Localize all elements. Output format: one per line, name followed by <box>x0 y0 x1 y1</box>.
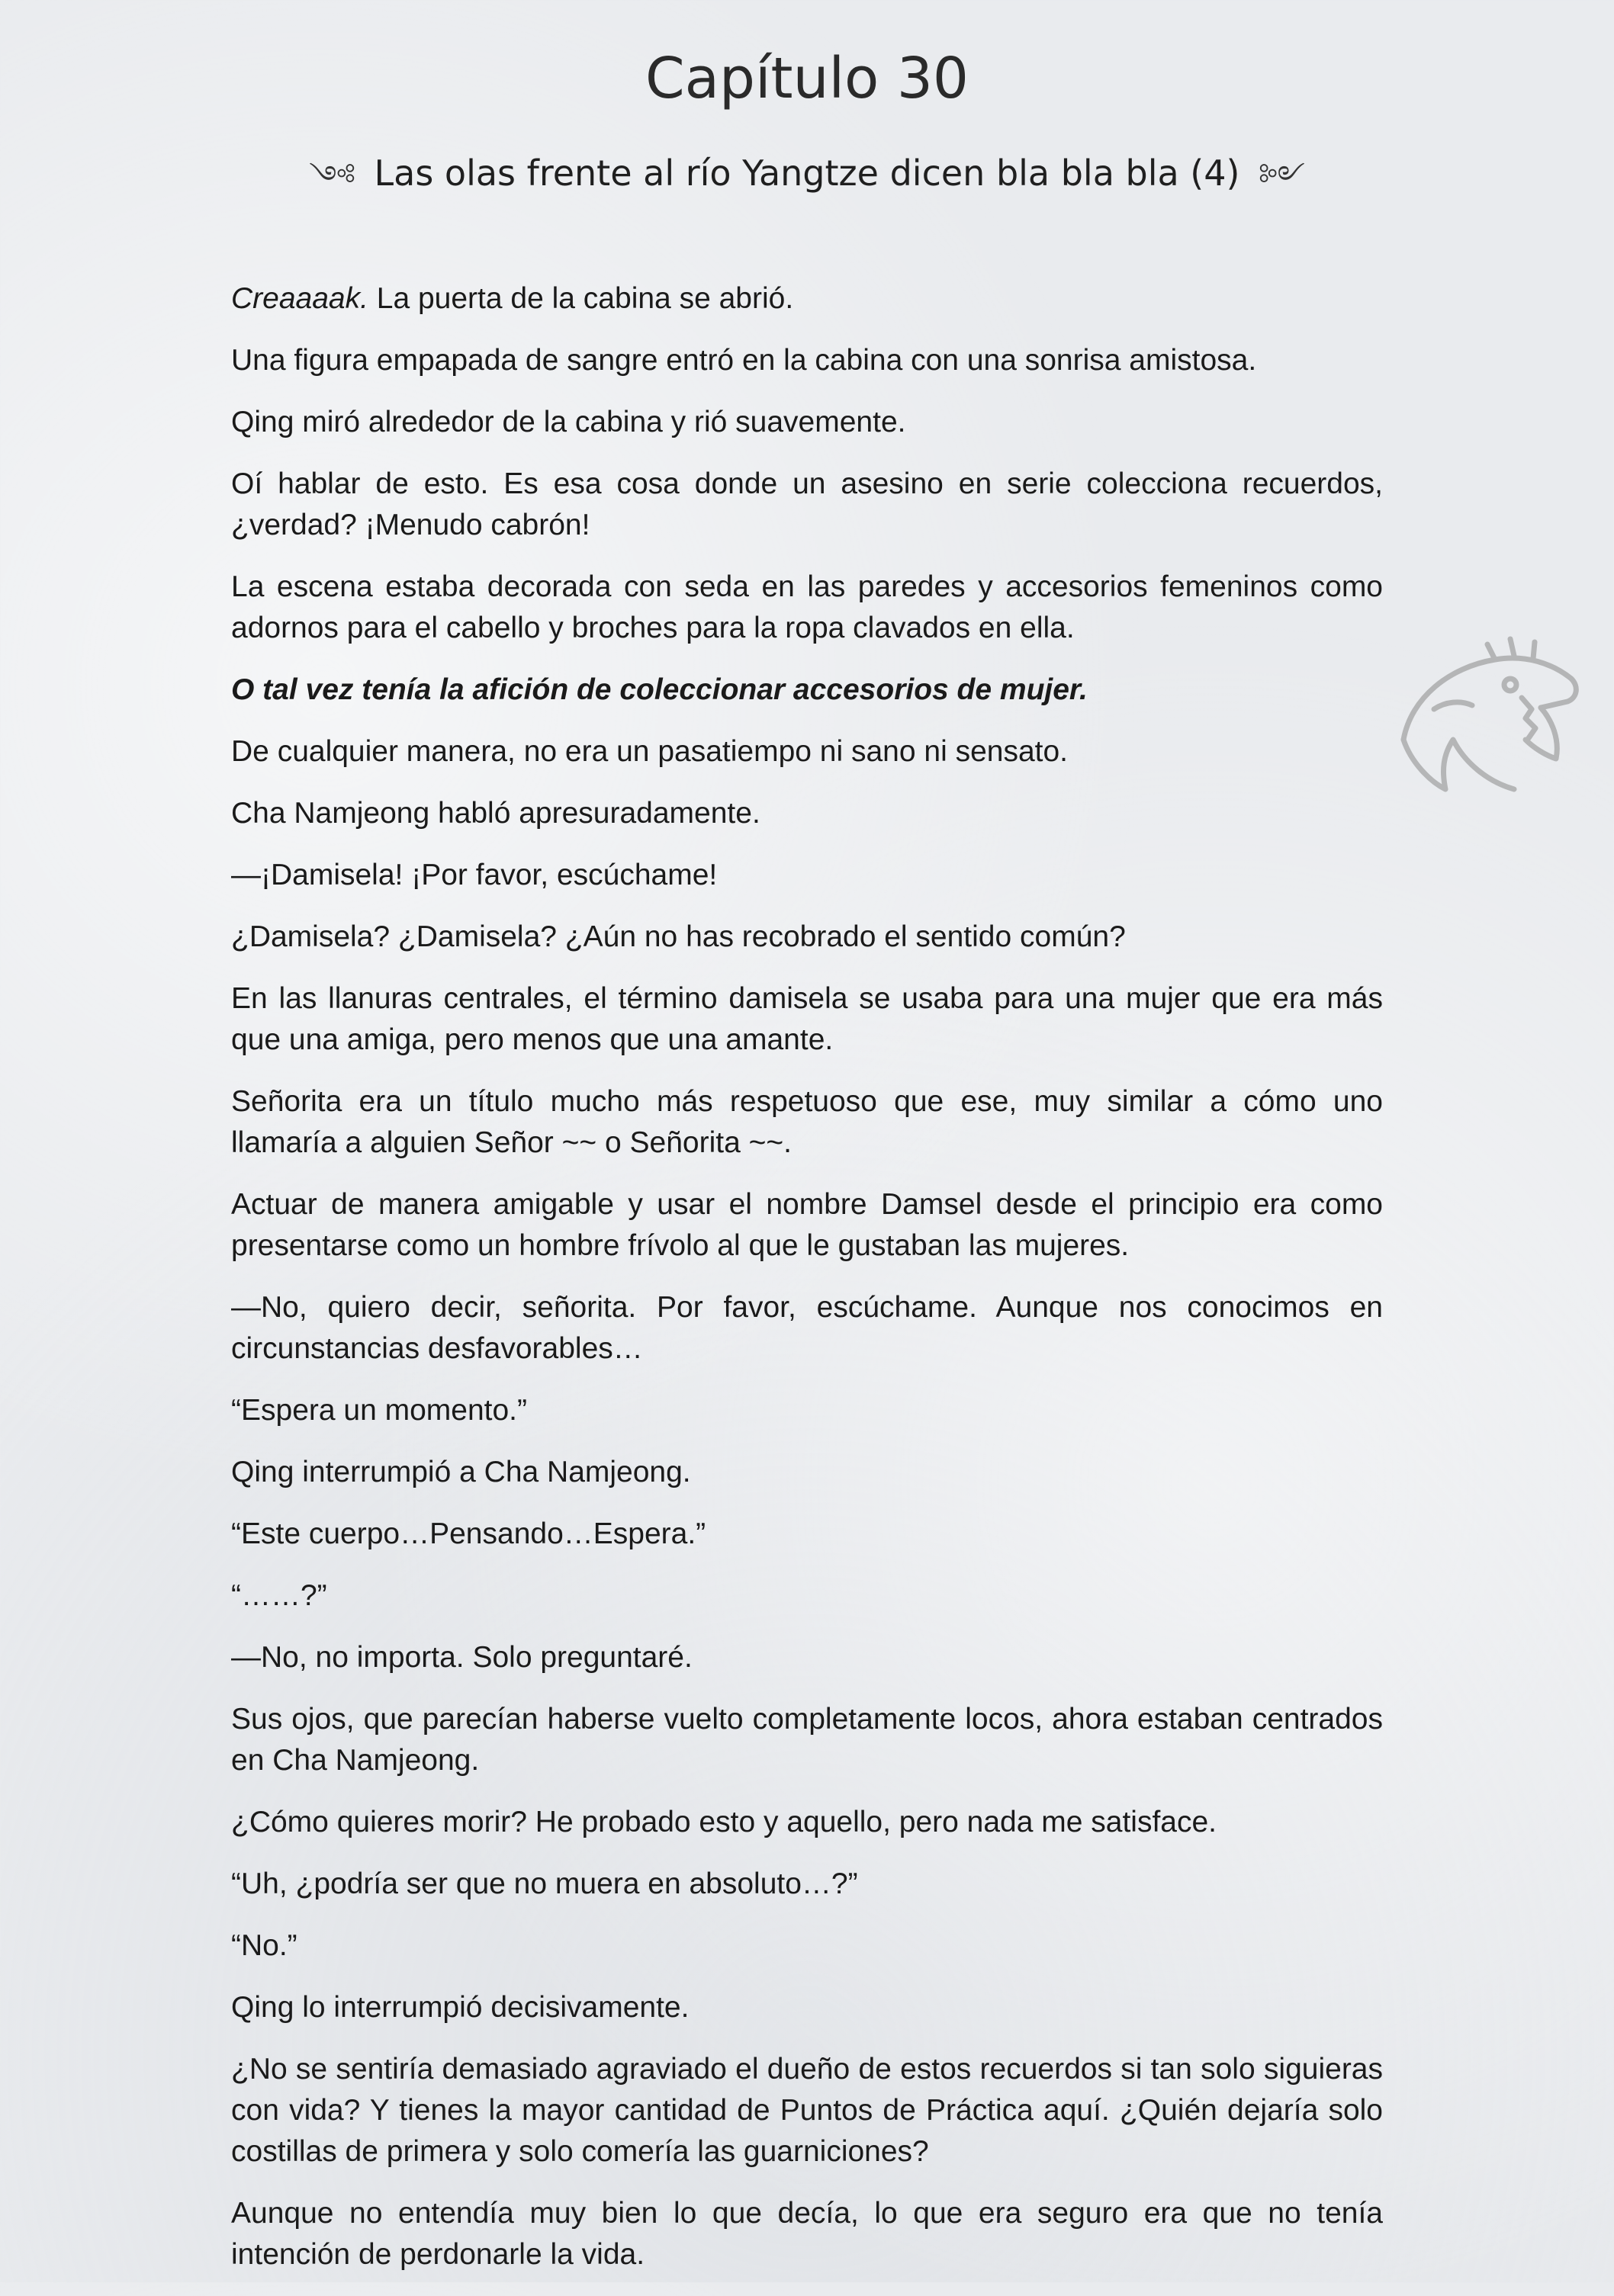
paragraph: “No.” <box>231 1929 297 1962</box>
dinosaur-head-icon <box>1388 625 1587 824</box>
ornament-right-icon: ༻ <box>1259 159 1305 193</box>
paragraph: La escena estaba decorada con seda en las paredes y accesorios femeninos como adornos para el cabello y broches para la ropa clavados en ella. <box>231 570 1383 644</box>
paragraph: Una figura empapada de sangre entró en la cabina con una sonrisa amistosa. <box>231 344 1257 377</box>
paragraph: “Uh, ¿podría ser que no muera en absoluto…?” <box>231 1867 858 1900</box>
chapter-subtitle <box>0 146 1614 203</box>
paragraph: Qing interrumpió a Cha Namjeong. <box>231 1456 691 1488</box>
paragraph: Actuar de manera amigable y usar el nombre Damsel desde el principio era como presentarse como un hombre frívolo al que le gustaban las mujeres. <box>231 1188 1383 1262</box>
paragraph: Sus ojos, que parecían haberse vuelto completamente locos, ahora estaban centrados en Cha Namjeong. <box>231 1703 1383 1777</box>
paragraph-emphasis: O tal vez tenía la afición de coleccionar accesorios de mujer. <box>231 673 1088 706</box>
paragraph: Qing lo interrumpió decisivamente. <box>231 1991 690 2024</box>
paragraph: De cualquier manera, no era un pasatiempo ni sano ni sensato. <box>231 735 1069 768</box>
paragraph: —¡Damisela! ¡Por favor, escúchame! <box>231 859 718 891</box>
paragraph: Señorita era un título mucho más respetuoso que ese, muy similar a cómo uno llamaría a alguien Señor ~~ o Señorita ~~. <box>231 1085 1383 1159</box>
chapter-title: Capítulo 30 <box>645 46 969 111</box>
paragraph: —No, quiero decir, señorita. Por favor, escúchame. Aunque nos conocimos en circunstancias desfavorables… <box>231 1291 1383 1365</box>
paragraph: ¿Cómo quieres morir? He probado esto y aquello, pero nada me satisface. <box>231 1806 1217 1838</box>
paragraph: Cha Namjeong habló apresuradamente. <box>231 797 760 830</box>
sound-effect: Creaaaak. <box>231 282 368 315</box>
paragraph: ¿Damisela? ¿Damisela? ¿Aún no has recobrado el sentido común? <box>231 920 1126 953</box>
paragraph: En las llanuras centrales, el término damisela se usaba para una mujer que era más que una amiga, pero menos que una amante. <box>231 982 1383 1056</box>
paragraph: “……?” <box>231 1579 327 1612</box>
chapter-subtitle-text: Las olas frente al río Yangtze dicen bla bla bla (4) <box>374 153 1240 194</box>
chapter-body <box>231 278 1383 2296</box>
paragraph: “Este cuerpo…Pensando…Espera.” <box>231 1517 706 1550</box>
paragraph: ¿No se sentiría demasiado agraviado el dueño de estos recuerdos si tan solo siguieras con vida? Y tienes la mayor cantidad de Puntos de Práctica aquí. ¿Quién dejaría solo costillas de primera y solo comería las guarniciones? <box>231 2053 1383 2168</box>
paragraph: Aunque no entendía muy bien lo que decía, lo que era seguro era que no tenía intención de perdonarle la vida. <box>231 2197 1383 2271</box>
paragraph: “Espera un momento.” <box>231 1394 528 1427</box>
paragraph: Creaaaak. La puerta de la cabina se abrió. <box>231 282 794 315</box>
paragraph: Qing miró alrededor de la cabina y rió suavemente. <box>231 406 906 438</box>
ornament-left-icon: ༺ <box>309 159 355 193</box>
paragraph: Oí hablar de esto. Es esa cosa donde un asesino en serie colecciona recuerdos, ¿verdad? ¡Menudo cabrón! <box>231 467 1383 541</box>
paragraph: —No, no importa. Solo preguntaré. <box>231 1641 693 1674</box>
